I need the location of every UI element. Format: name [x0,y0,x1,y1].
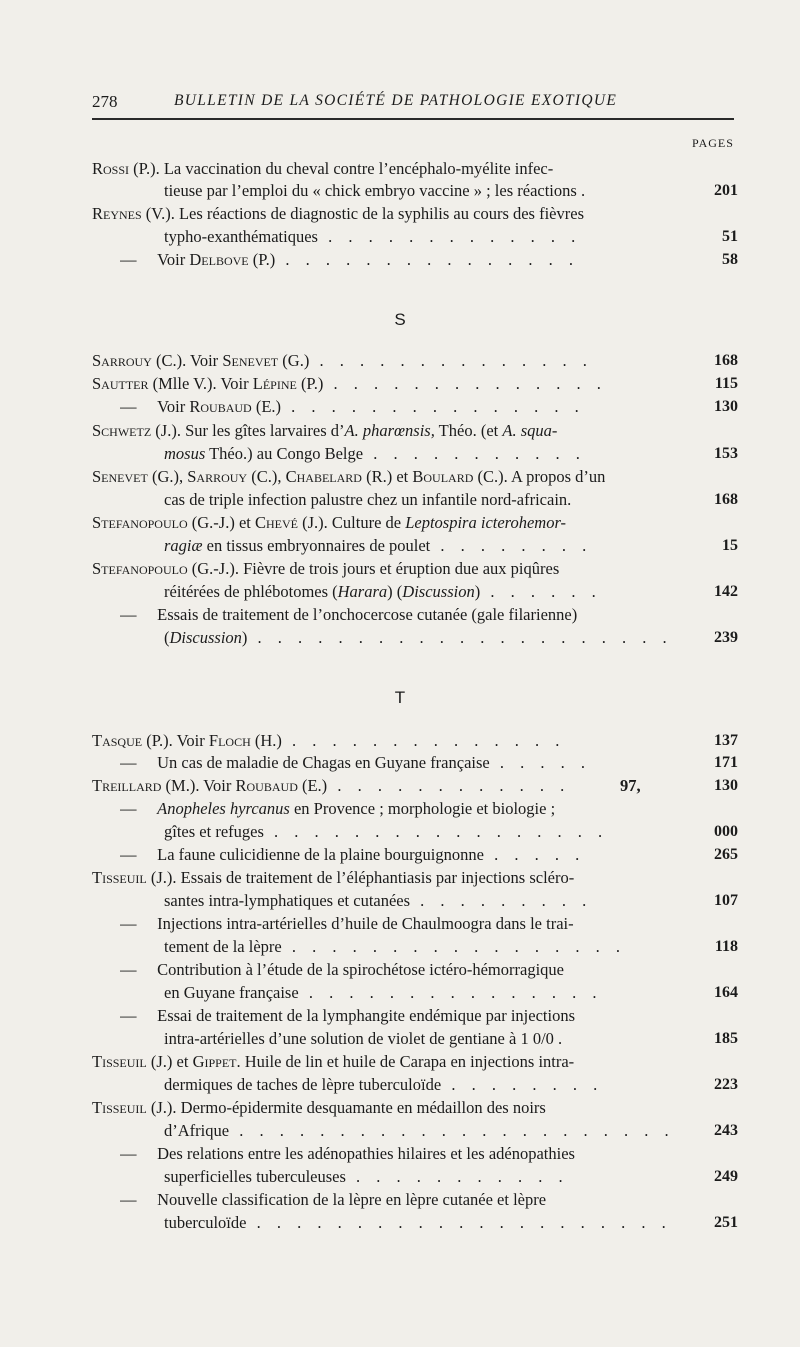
page-ref: 168 [714,491,738,508]
page-ref: 239 [714,629,738,646]
page-ref: 185 [714,1030,738,1047]
entry-treillard-3: — La faune culicidienne de la plaine bourguignonne . . . . . [120,845,586,864]
entry-tasque-2: — Un cas de maladie de Chagas en Guyane française . . . . . [120,753,591,772]
entry-tisseuil-3c-line1: — Nouvelle classification de la lèpre en lèpre cutanée et lèpre [120,1190,547,1209]
entry-tisseuil-3c-line2: tuberculoïde . . . . . . . . . . . . . . . . . . . . . [164,1213,672,1232]
page-ref: 243 [714,1122,738,1139]
page-ref: 130 [714,398,738,415]
entry-tisseuil-1d-line2: intra-artérielles d’une solution de violet de gentiane à 1 0/0 . [164,1029,563,1048]
page-ref: 58 [722,251,738,268]
entry-tisseuil-3b-line1: — Des relations entre les adénopathies hilaires et les adénopathies [120,1144,575,1163]
entry-tisseuil-1b-line1: — Injections intra-artérielles d’huile de Chaulmoogra dans le trai- [120,914,574,933]
page-ref: 249 [714,1168,738,1185]
section-letter-s: S [394,310,406,329]
entry-sautter-2: — Voir Roubaud (E.) . . . . . . . . . . . . . . . [120,397,585,416]
entry-tisseuil-1b-line2: tement de la lèpre . . . . . . . . . . . . . . . . . [164,937,626,956]
page-ref: 137 [714,732,738,749]
entry-schwetz-line2: mosus Théo.) au Congo Belge . . . . . . . . . . . [164,444,586,463]
entry-sautter: Sautter (Mlle V.). Voir Lépine (P.) . . . . . . . . . . . . . . [92,374,607,393]
entry-treillard-2-line2: gîtes et refuges . . . . . . . . . . . . . . . . . [164,822,609,841]
entry-tisseuil-1c-line1: — Contribution à l’étude de la spirochétose ictéro-hémorragique [120,960,564,979]
entry-tisseuil-2-line1: Tisseuil (J.) et Gippet. Huile de lin et huile de Carapa en injections intra- [92,1052,575,1071]
running-title: BULLETIN DE LA SOCIÉTÉ DE PATHOLOGIE EXOTIQUE [174,92,618,109]
entry-tisseuil-1c-line2: en Guyane française . . . . . . . . . . . . . . . [164,983,603,1002]
entry-reynes-line2: typho-exanthématiques . . . . . . . . . . . . . [164,227,582,246]
entry-sarrouy: Sarrouy (C.). Voir Senevet (G.) . . . . . . . . . . . . . . [92,351,593,370]
page-ref: 171 [714,754,738,771]
entry-tisseuil-1-line2: santes intra-lymphatiques et cutanées . . . . . . . . . [164,891,593,910]
entry-stefanopoulo-1-line1: Stefanopoulo (G.-J.) et Chevé (J.). Culture de Leptospira icterohemor- [92,513,567,532]
entry-stefanopoulo-1-line2: ragiæ en tissus embryonnaires de poulet . . . . . . . . [164,536,593,555]
entry-rossi-line2: tieuse par l’emploi du « chick embryo vaccine » ; les réactions . [164,181,586,200]
entry-stefanopoulo-2b-line1: — Essais de traitement de l’onchocercose cutanée (gale filarienne) [120,605,578,624]
entry-tisseuil-1d-line1: — Essai de traitement de la lymphangite endémique par injections [120,1006,575,1025]
entry-reynes-2: — Voir Delbove (P.) . . . . . . . . . . . . . . . [120,250,579,269]
page-ref: 201 [714,182,738,199]
page-ref: 142 [714,583,738,600]
entry-senevet-line1: Senevet (G.), Sarrouy (C.), Chabelard (R.) et Boulard (C.). A propos d’un [92,467,606,486]
section-letter-t: T [394,688,406,707]
entry-tisseuil-3-line1: Tisseuil (J.). Dermo-épidermite desquamante en médaillon des noirs [92,1098,546,1117]
page-ref: 251 [714,1214,738,1231]
entry-schwetz-line1: Schwetz (J.). Sur les gîtes larvaires d’A. pharœnsis, Théo. (et A. squa- [92,421,558,440]
page-ref: 15 [722,537,738,554]
page-number: 278 [92,92,118,111]
entry-treillard: Treillard (M.). Voir Roubaud (E.) . . . . . . . . . . . . [92,776,571,795]
page-ref: 000 [714,823,738,840]
entry-stefanopoulo-2b-line2: (Discussion) . . . . . . . . . . . . . . . . . . . . . [164,628,673,647]
entry-treillard-2-line1: — Anopheles hyrcanus en Provence ; morphologie et biologie ; [120,799,556,818]
entry-reynes-line1: Reynes (V.). Les réactions de diagnostic de la syphilis au cours des fièvres [92,204,584,223]
entry-tisseuil-1-line1: Tisseuil (J.). Essais de traitement de l’éléphantiasis par injections scléro- [92,868,575,887]
page-ref: 118 [714,938,738,955]
page-ref: 115 [714,375,738,392]
pages-column-label: PAGES [692,136,734,150]
entry-stefanopoulo-2-line1: Stefanopoulo (G.-J.). Fièvre de trois jours et éruption due aux piqûres [92,559,560,578]
entry-rossi-line1: Rossi (P.). La vaccination du cheval contre l’encéphalo-myélite infec- [92,159,554,178]
page-ref: 51 [722,228,738,245]
entry-tisseuil-2-line2: dermiques de taches de lèpre tuberculoïde . . . . . . . . [164,1075,604,1094]
page-ref: 164 [714,984,738,1001]
entry-tisseuil-3-line2: d’Afrique . . . . . . . . . . . . . . . . . . . . . . [164,1121,675,1140]
running-header [92,92,734,120]
entry-stefanopoulo-2-line2: réitérées de phlébotomes (Harara) (Discussion) . . . . . . [164,582,602,601]
page-ref: 107 [714,892,738,909]
page-ref: 168 [714,352,738,369]
page-ref: 153 [714,445,738,462]
entry-senevet-line2: cas de triple infection palustre chez un infantile nord-africain. [164,490,572,509]
entry-tasque: Tasque (P.). Voir Floch (H.) . . . . . . . . . . . . . . [92,731,566,750]
page-ref: 265 [714,846,738,863]
page-ref: 223 [714,1076,738,1093]
entry-tisseuil-3b-line2: superficielles tuberculeuses . . . . . . . . . . . [164,1167,569,1186]
page-ref-extra: 97, [620,776,641,795]
page-ref: 130 [714,777,738,794]
